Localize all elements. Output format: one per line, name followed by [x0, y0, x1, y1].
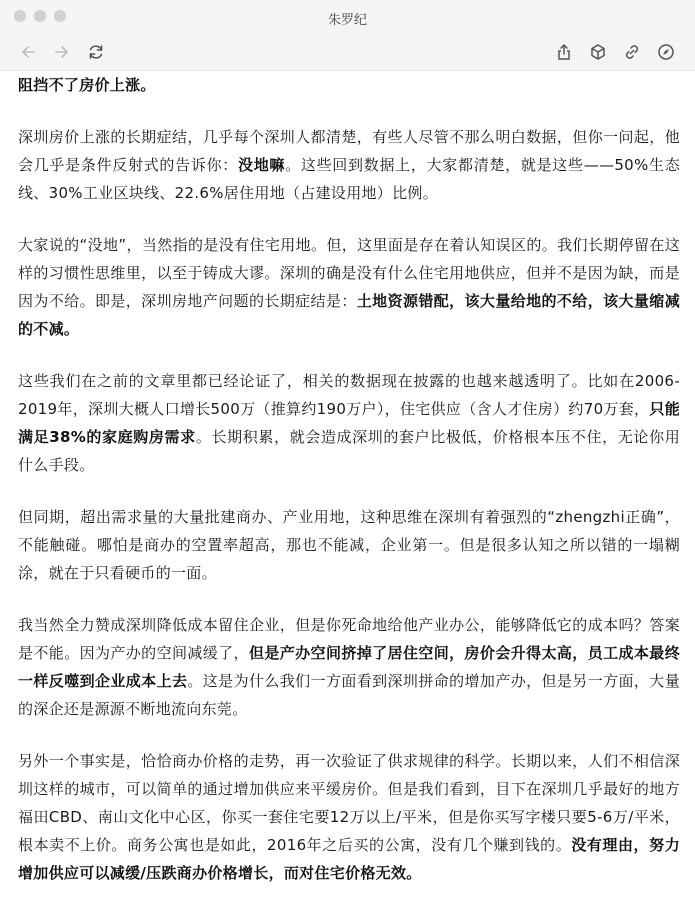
bold-text: 土地资源错配，该大量给地的不给，该大量缩减的不减。 [18, 292, 680, 338]
bold-text: 没有理由，努力增加供应可以减缓/压跌商办价格增长，而对住宅价格无效。 [18, 836, 680, 882]
article-content [0, 71, 695, 916]
paragraph-text: 大家说的“没地”，当然指的是没有住宅用地。但，这里面是存在着认知误区的。我们长期停留在这样的习惯性思维里，以至于铸成大谬。深圳的确是没有什么住宅用地供应，但并不是因为缺，而是因为不给。即是，深圳房地产问题的长期症结是： [18, 236, 680, 310]
paragraph [18, 123, 680, 207]
paragraph [18, 367, 680, 479]
paragraph-text: 另外一个事实是，恰恰商办价格的走势，再一次验证了供求规律的科学。长期以来，人们不相信深圳这样的城市，可以简单的通过增加供应来平缓房价。但是我们看到，目下在深圳几乎最好的地方福田CBD、南山文化中心区，你买一套住宅要12万以上/平米，但是你买写字楼只要5-6万/平米，根本卖不上价。商务公寓也是如此，2016年之后买的公寓，没有几个赚到钱的。 [18, 752, 680, 854]
paragraph [18, 503, 680, 587]
paragraph-text: 但同期，超出需求量的大量批建商办、产业用地，这种思维在深圳有着强烈的“zhengzhi正确”，不能触碰。哪怕是商办的空置率超高，那也不能减，企业第一。但是很多认知之所以错的一塌糊涂，就在于只看硬币的一面。 [18, 508, 680, 582]
toolbar [0, 34, 695, 71]
paragraph-text: 。这是为什么我们一方面看到深圳拼命的增加产办，但是另一方面，大量的深企还是源源不断地流向东莞。 [18, 672, 680, 718]
paragraph [18, 71, 680, 99]
forward-arrow-icon[interactable] [51, 41, 73, 63]
link-icon[interactable] [621, 41, 643, 63]
back-arrow-icon[interactable] [17, 41, 39, 63]
bold-text: 但是产办空间挤掉了居住空间，房价会升得太高，员工成本最终一样反噬到企业成本上去 [18, 644, 680, 690]
refresh-icon[interactable] [85, 41, 107, 63]
paragraph-text: 。这些回到数据上，大家都清楚，就是这些——50%生态线、30%工业区块线、22.6%居住用地（占建设用地）比例。 [18, 156, 680, 202]
cube-icon[interactable] [587, 41, 609, 63]
compass-icon[interactable] [655, 41, 677, 63]
bold-text: 只能满足38%的家庭购房需求 [18, 400, 680, 446]
share-icon[interactable] [553, 41, 575, 63]
paragraph-text: 我当然全力赞成深圳降低成本留住企业，但是你死命地给他产业办公，能够降低它的成本吗？答案是不能。因为产办的空间减缓了， [18, 616, 680, 662]
bold-text: 阻挡不了房价上涨。 [18, 76, 156, 94]
paragraph [18, 611, 680, 723]
window-title: 朱罗纪 [327, 13, 367, 28]
paragraph [18, 231, 680, 343]
paragraph-text: 深圳房价上涨的长期症结，几乎每个深圳人都清楚，有些人尽管不那么明白数据，但你一问起，他会几乎是条件反射式的告诉你： [18, 128, 680, 174]
paragraph-text: 这些我们在之前的文章里都已经论证了，相关的数据现在披露的也越来越透明了。比如在2006-2019年，深圳大概人口增长500万（推算约190万户），住宅供应（含人才住房）约70万套， [18, 372, 680, 418]
title-bar [0, 0, 695, 34]
paragraph-text: 。长期积累，就会造成深圳的套户比极低，价格根本压不住，无论你用什么手段。 [18, 428, 680, 474]
article-body [18, 71, 680, 911]
paragraph [18, 747, 680, 887]
bold-text: 没地嘛 [238, 156, 286, 174]
